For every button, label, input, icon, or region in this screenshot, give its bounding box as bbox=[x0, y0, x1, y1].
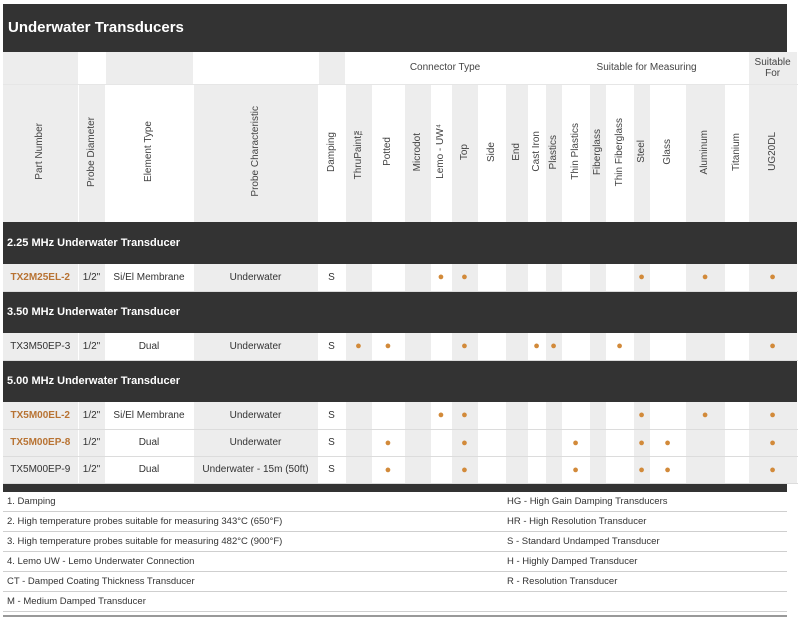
bottom-divider bbox=[3, 614, 787, 617]
feature-cell bbox=[528, 456, 545, 483]
feature-dot-icon: ● bbox=[769, 271, 776, 284]
damping-cell: S bbox=[318, 264, 345, 291]
feature-cell bbox=[606, 333, 633, 360]
note-row bbox=[3, 492, 787, 512]
note-left: 4. Lemo UW - Lemo Underwater Connection bbox=[7, 555, 195, 567]
feature-cell bbox=[650, 333, 685, 360]
table-row bbox=[3, 333, 797, 360]
feature-cell bbox=[404, 402, 431, 429]
feature-cell bbox=[633, 333, 650, 360]
feature-cell bbox=[748, 456, 797, 483]
feature-cell bbox=[685, 456, 725, 483]
col-top: Top bbox=[458, 143, 470, 160]
section-heading: 3.50 MHz Underwater Transducer bbox=[3, 291, 797, 333]
note-left: 3. High temperature probes suitable for measuring 482°C (900°F) bbox=[7, 535, 283, 547]
feature-cell bbox=[633, 402, 650, 429]
section-heading: 5.00 MHz Underwater Transducer bbox=[3, 360, 797, 402]
element-type-cell: Dual bbox=[105, 429, 193, 456]
page-title: Underwater Transducers bbox=[3, 4, 787, 52]
col-lemo-uw: Lemo - UW⁴ bbox=[435, 124, 446, 180]
table-row bbox=[3, 456, 797, 483]
note-right: R - Resolution Transducer bbox=[507, 575, 618, 587]
feature-dot-icon: ● bbox=[461, 340, 468, 353]
feature-cell bbox=[431, 333, 451, 360]
note-right: S - Standard Undamped Transducer bbox=[507, 535, 660, 547]
feature-cell bbox=[345, 333, 372, 360]
group-connector-type: Connector Type bbox=[345, 52, 545, 84]
probe-characteristic-cell: Underwater bbox=[193, 264, 318, 291]
feature-cell bbox=[372, 402, 404, 429]
feature-cell bbox=[725, 456, 748, 483]
feature-cell bbox=[505, 429, 528, 456]
col-probe-characteristic: Probe Characteristic bbox=[249, 106, 261, 198]
feature-dot-icon: ● bbox=[701, 271, 709, 284]
feature-cell bbox=[725, 264, 748, 291]
col-steel: Steel bbox=[635, 140, 647, 164]
note-left: 1. Damping bbox=[7, 495, 56, 507]
feature-dot-icon: ● bbox=[638, 409, 645, 422]
section-header-row bbox=[3, 291, 797, 333]
feature-cell bbox=[528, 333, 545, 360]
table-row bbox=[3, 429, 797, 456]
feature-cell bbox=[505, 456, 528, 483]
group-header-row bbox=[3, 52, 797, 84]
col-titanium: Titanium bbox=[730, 132, 742, 171]
feature-cell bbox=[650, 456, 685, 483]
feature-cell bbox=[589, 429, 606, 456]
feature-cell bbox=[345, 402, 372, 429]
note-right: HG - High Gain Damping Transducers bbox=[507, 495, 668, 507]
feature-cell bbox=[372, 429, 404, 456]
col-cast-iron: Cast Iron bbox=[530, 131, 542, 173]
part-number-cell: TX3M50EP-3 bbox=[3, 333, 78, 360]
feature-dot-icon: ● bbox=[384, 340, 392, 353]
feature-dot-icon: ● bbox=[572, 463, 579, 476]
feature-cell bbox=[725, 402, 748, 429]
feature-dot-icon: ● bbox=[769, 409, 776, 422]
feature-cell bbox=[404, 429, 431, 456]
feature-cell bbox=[505, 264, 528, 291]
col-glass: Glass bbox=[661, 138, 673, 165]
col-fiberglass: Fiberglass bbox=[591, 128, 603, 175]
feature-cell bbox=[345, 456, 372, 483]
feature-cell bbox=[505, 402, 528, 429]
element-type-cell: Si/El Membrane bbox=[105, 264, 193, 291]
feature-dot-icon: ● bbox=[664, 463, 671, 476]
probe-diameter-cell: 1/2" bbox=[78, 402, 105, 429]
note-right bbox=[503, 592, 787, 611]
feature-dot-icon: ● bbox=[437, 271, 445, 284]
note-row bbox=[3, 592, 787, 612]
feature-cell bbox=[528, 264, 545, 291]
feature-cell bbox=[562, 456, 589, 483]
table-body bbox=[3, 222, 797, 483]
probe-characteristic-cell: Underwater - 15m (50ft) bbox=[193, 456, 318, 483]
col-plastics: Plastics bbox=[547, 134, 559, 169]
probe-diameter-cell: 1/2" bbox=[78, 333, 105, 360]
col-end: End bbox=[510, 142, 522, 161]
table-footer-bar bbox=[3, 484, 787, 492]
transducer-table-container bbox=[3, 4, 791, 617]
section-header-row bbox=[3, 222, 797, 264]
feature-cell bbox=[372, 333, 404, 360]
feature-cell bbox=[372, 264, 404, 291]
feature-cell bbox=[545, 264, 562, 291]
col-side: Side bbox=[485, 141, 497, 162]
spec-table bbox=[3, 52, 798, 484]
feature-dot-icon: ● bbox=[638, 271, 645, 284]
feature-cell bbox=[685, 429, 725, 456]
feature-cell bbox=[589, 333, 606, 360]
feature-cell bbox=[748, 402, 797, 429]
feature-cell bbox=[589, 264, 606, 291]
feature-cell bbox=[633, 429, 650, 456]
feature-cell bbox=[606, 264, 633, 291]
feature-cell bbox=[345, 429, 372, 456]
feature-cell bbox=[562, 402, 589, 429]
element-type-cell: Dual bbox=[105, 456, 193, 483]
feature-cell bbox=[345, 264, 372, 291]
feature-cell bbox=[451, 264, 478, 291]
note-row bbox=[3, 552, 787, 572]
probe-characteristic-cell: Underwater bbox=[193, 402, 318, 429]
part-number-cell[interactable]: TX5M00EL-2 bbox=[3, 402, 78, 429]
feature-cell bbox=[650, 429, 685, 456]
note-left: M - Medium Damped Transducer bbox=[7, 595, 146, 607]
element-type-cell: Si/El Membrane bbox=[105, 402, 193, 429]
feature-cell bbox=[545, 402, 562, 429]
feature-cell bbox=[545, 333, 562, 360]
probe-diameter-cell: 1/2" bbox=[78, 456, 105, 483]
feature-dot-icon: ● bbox=[550, 340, 557, 353]
feature-cell bbox=[562, 429, 589, 456]
feature-dot-icon: ● bbox=[572, 436, 579, 449]
col-thin-plastics: Thin Plastics bbox=[569, 123, 581, 181]
feature-cell bbox=[633, 456, 650, 483]
feature-dot-icon: ● bbox=[461, 409, 468, 422]
col-element-type: Element Type bbox=[143, 121, 154, 183]
feature-cell bbox=[451, 456, 478, 483]
damping-cell: S bbox=[318, 456, 345, 483]
probe-characteristic-cell: Underwater bbox=[193, 333, 318, 360]
feature-cell bbox=[505, 333, 528, 360]
col-damping: Damping bbox=[325, 131, 337, 172]
note-left: 2. High temperature probes suitable for measuring 343°C (650°F) bbox=[7, 515, 283, 527]
feature-dot-icon: ● bbox=[461, 436, 468, 449]
feature-cell bbox=[633, 264, 650, 291]
feature-dot-icon: ● bbox=[638, 463, 645, 476]
feature-cell bbox=[685, 333, 725, 360]
feature-dot-icon: ● bbox=[638, 436, 645, 449]
col-part-number: Part Number bbox=[34, 123, 46, 181]
feature-cell bbox=[589, 402, 606, 429]
feature-cell bbox=[478, 264, 505, 291]
feature-cell bbox=[431, 429, 451, 456]
column-header-row bbox=[3, 84, 797, 222]
note-left: CT - Damped Coating Thickness Transducer bbox=[7, 575, 195, 587]
feature-cell bbox=[478, 429, 505, 456]
col-microdot: Microdot bbox=[411, 132, 423, 171]
feature-cell bbox=[685, 264, 725, 291]
feature-cell bbox=[404, 264, 431, 291]
feature-cell bbox=[431, 456, 451, 483]
feature-cell bbox=[650, 264, 685, 291]
feature-dot-icon: ● bbox=[769, 463, 776, 476]
feature-cell bbox=[545, 456, 562, 483]
probe-characteristic-cell: Underwater bbox=[193, 429, 318, 456]
feature-cell bbox=[562, 264, 589, 291]
feature-cell bbox=[650, 402, 685, 429]
note-row bbox=[3, 512, 787, 532]
feature-dot-icon: ● bbox=[461, 463, 468, 476]
feature-cell bbox=[748, 429, 797, 456]
col-ug20dl: UG20DL bbox=[766, 132, 778, 172]
feature-cell bbox=[748, 333, 797, 360]
feature-cell bbox=[589, 456, 606, 483]
feature-cell bbox=[606, 429, 633, 456]
note-right: HR - High Resolution Transducer bbox=[507, 515, 647, 527]
feature-dot-icon: ● bbox=[664, 436, 671, 449]
section-header-row bbox=[3, 360, 797, 402]
table-row bbox=[3, 264, 797, 291]
feature-cell bbox=[478, 456, 505, 483]
feature-dot-icon: ● bbox=[355, 340, 362, 353]
feature-cell bbox=[748, 264, 797, 291]
damping-cell: S bbox=[318, 402, 345, 429]
damping-cell: S bbox=[318, 333, 345, 360]
feature-cell bbox=[725, 429, 748, 456]
feature-dot-icon: ● bbox=[384, 436, 392, 449]
note-row bbox=[3, 532, 787, 552]
feature-dot-icon: ● bbox=[616, 340, 623, 353]
feature-cell bbox=[451, 333, 478, 360]
part-number-cell[interactable]: TX2M25EL-2 bbox=[3, 264, 78, 291]
element-type-cell: Dual bbox=[105, 333, 193, 360]
damping-cell: S bbox=[318, 429, 345, 456]
col-thrupaint: ThruPaint™ bbox=[352, 124, 364, 179]
feature-dot-icon: ● bbox=[384, 463, 392, 476]
feature-cell bbox=[431, 402, 451, 429]
feature-cell bbox=[528, 429, 545, 456]
feature-cell bbox=[545, 429, 562, 456]
feature-cell bbox=[606, 402, 633, 429]
feature-cell bbox=[372, 456, 404, 483]
feature-cell bbox=[451, 429, 478, 456]
note-row bbox=[3, 572, 787, 592]
feature-cell bbox=[478, 333, 505, 360]
feature-dot-icon: ● bbox=[769, 436, 776, 449]
col-aluminum: Aluminum bbox=[699, 129, 711, 174]
feature-dot-icon: ● bbox=[533, 340, 540, 353]
group-suitable-for: Suitable For bbox=[748, 52, 797, 84]
part-number-cell: TX5M00EP-9 bbox=[3, 456, 78, 483]
feature-cell bbox=[451, 402, 478, 429]
feature-cell bbox=[685, 402, 725, 429]
col-probe-diameter: Probe Diameter bbox=[85, 116, 97, 187]
feature-cell bbox=[478, 402, 505, 429]
feature-cell bbox=[431, 264, 451, 291]
feature-cell bbox=[606, 456, 633, 483]
feature-cell bbox=[404, 456, 431, 483]
col-thin-fiberglass: Thin Fiberglass bbox=[613, 117, 625, 186]
probe-diameter-cell: 1/2" bbox=[78, 264, 105, 291]
part-number-cell[interactable]: TX5M00EP-8 bbox=[3, 429, 78, 456]
feature-dot-icon: ● bbox=[701, 409, 709, 422]
feature-dot-icon: ● bbox=[769, 340, 776, 353]
feature-cell bbox=[562, 333, 589, 360]
note-right: H - Highly Damped Transducer bbox=[507, 555, 638, 567]
probe-diameter-cell: 1/2" bbox=[78, 429, 105, 456]
group-suitable-measuring: Suitable for Measuring bbox=[545, 52, 748, 84]
feature-cell bbox=[725, 333, 748, 360]
feature-cell bbox=[528, 402, 545, 429]
section-heading: 2.25 MHz Underwater Transducer bbox=[3, 222, 797, 264]
feature-dot-icon: ● bbox=[461, 271, 468, 284]
feature-cell bbox=[404, 333, 431, 360]
col-potted: Potted bbox=[382, 137, 393, 167]
notes-legend bbox=[3, 492, 787, 612]
table-row bbox=[3, 402, 797, 429]
feature-dot-icon: ● bbox=[437, 409, 445, 422]
